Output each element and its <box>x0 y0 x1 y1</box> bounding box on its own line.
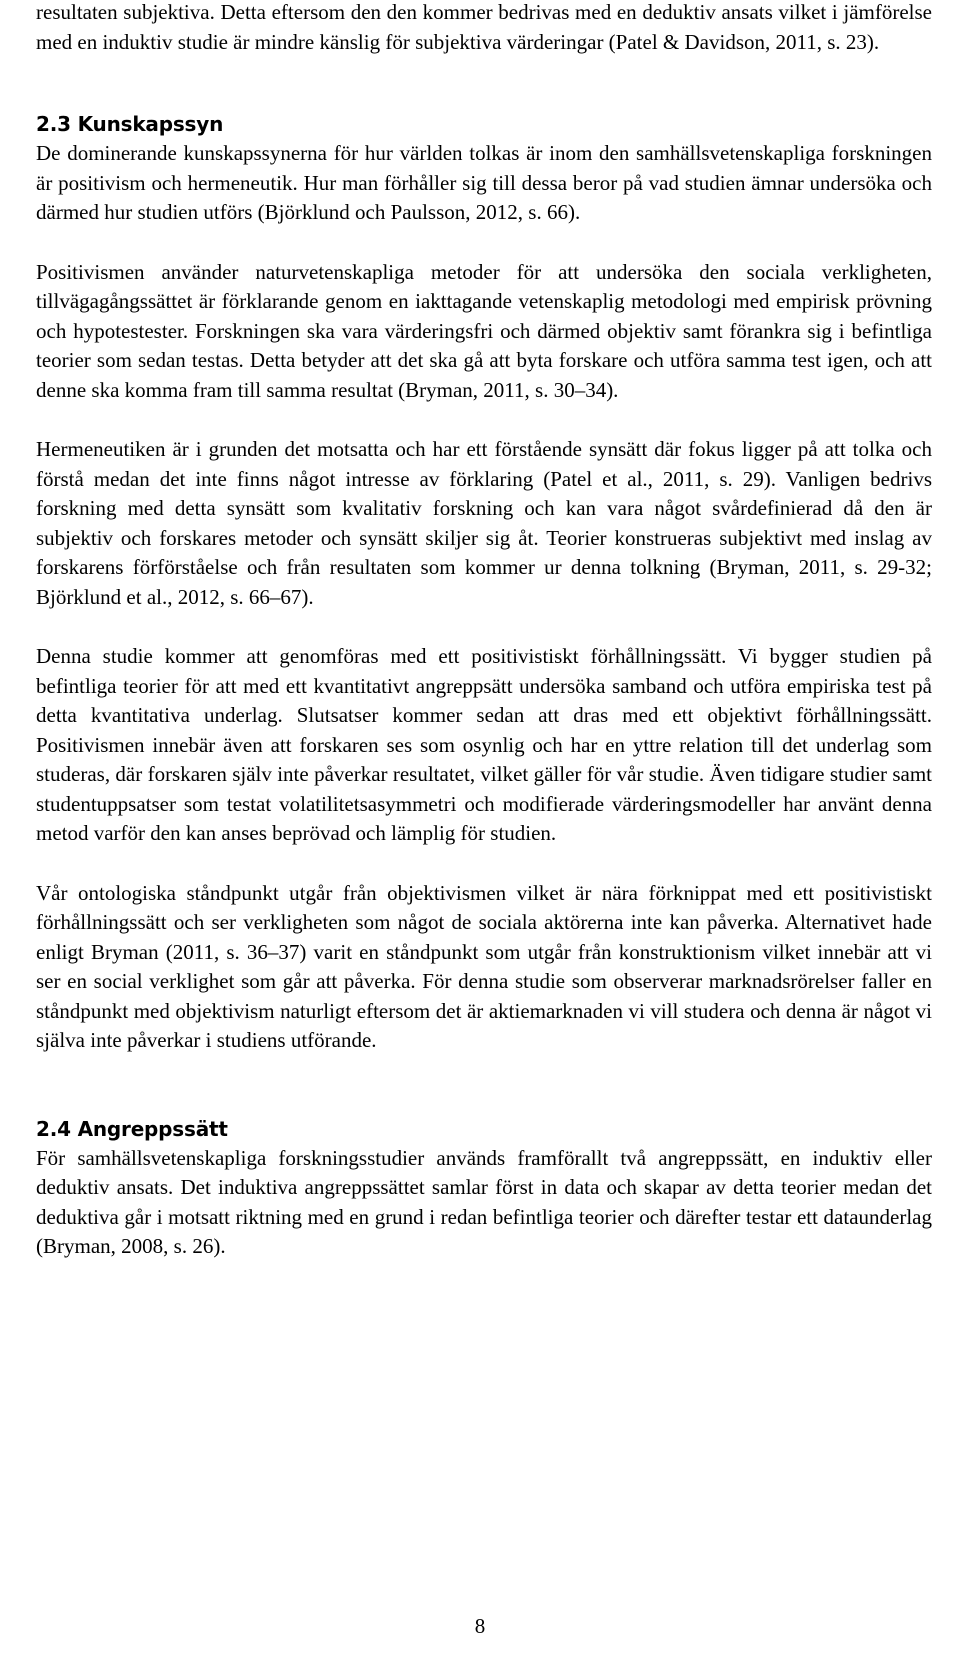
section-heading-kunskapssyn: 2.3 Kunskapssyn <box>36 112 224 136</box>
page-number: 8 <box>474 1614 486 1638</box>
section-heading-angreppssatt: 2.4 Angreppssätt <box>36 1116 228 1141</box>
paragraph-angreppssatt: För samhällsvetenskapliga forskningsstudier används framförallt två angreppssätt, en induktiv eller deduktiv ansats. Det induktiva angreppssättet samlar först in data och skapar av detta teorier medan det deduktiva går i motsatt riktning med en grund i redan befintliga teorier och därefter testar ett dataunderlag (Bryman, 2008, s. 26). <box>36 1145 932 1258</box>
paragraph-intro: resultaten subjektiva. Detta eftersom den den kommer bedrivas med en deduktiv ansats vilket i jämförelse med en induktiv studie är mindre känslig för subjektiva värderingar (Patel & Davidson, 2011, s. 23). <box>36 0 932 54</box>
paragraph-hermeneutik: Hermeneutiken är i grunden det motsatta och har ett förstående synsätt där fokus ligger på att tolka och förstå medan det inte finns något intresse av förklaring (Patel et al., 2011, s. 29). Vanligen bedrivs forskning med detta synsätt som kvalitativ forskning och kan vara något svårdefinierad då den är subjektiv och forskares metoder och synsätt skiljer sig åt. Teorier konstrueras subjektivt med inslag av forskarens förförståelse och från resultaten som kommer ur denna tolkning (Bryman, 2011, s. 29-32; Björklund et al., 2012, s. 66–67). <box>36 437 932 609</box>
paragraph-ontologi: Vår ontologiska ståndpunkt utgår från objektivismen vilket är nära förknippat med ett positivistiskt förhållningssätt och ser verkligheten som något de sociala aktörerna inte kan påverka. Alternativet hade enligt Bryman (2011, s. 36–37) varit en ståndpunkt som utgår från konstruktionism vilket innebär att vi ser en social verklighet som går att påverka. För denna studie som observerar marknadsrörelser faller en ståndpunkt med objektivism naturligt eftersom det är aktiemarknaden vi vill studera och denna är något vi själva inte påverkar i studiens utförande. <box>36 880 932 1052</box>
paragraph-positivism: Positivismen använder naturvetenskapliga metoder för att undersöka den sociala verkligheten, tillvägagångssättet är förklarande genom en iakttagande vetenskaplig metodologi med empirisk prövning och hypotestester. Forskningen ska vara värderingsfri och därmed objektiv samt förankra sig i befintliga teorier som sedan testas. Detta betyder att det ska gå att byta forskare och utföra samma test igen, och att denne ska komma fram till samma resultat (Bryman, 2011, s. 30–34). <box>36 259 932 402</box>
paragraph-studiens-synsatt: Denna studie kommer att genomföras med ett positivistiskt förhållningssätt. Vi bygger studien på befintliga teorier för att med ett kvantitativt angreppsätt undersöka samband och utföra empiriska test på detta kvantitativa underlag. Slutsatser kommer sedan att dras med ett objektivt förhållningssätt. Positivismen innebär även att forskaren ses som osynlig och har en yttre relation till det underlag som studeras, där forskaren själv inte påverkar resultatet, vilket gäller för vår studie. Även tidigare studier samt studentuppsatser som testat volatilitetsasymmetri och modifierade värderingsmodeller har använt denna metod varför den kan anses beprövad och lämplig för studien. <box>36 644 932 845</box>
paragraph-kunskapssyner: De dominerande kunskapssynerna för hur världen tolkas är inom den samhällsvetenskapliga forskningen är positivism och hermeneutik. Hur man förhåller sig till dessa beror på vad studien ämnar undersöka och därmed hur studien utförs (Björklund och Paulsson, 2012, s. 66). <box>36 141 932 224</box>
